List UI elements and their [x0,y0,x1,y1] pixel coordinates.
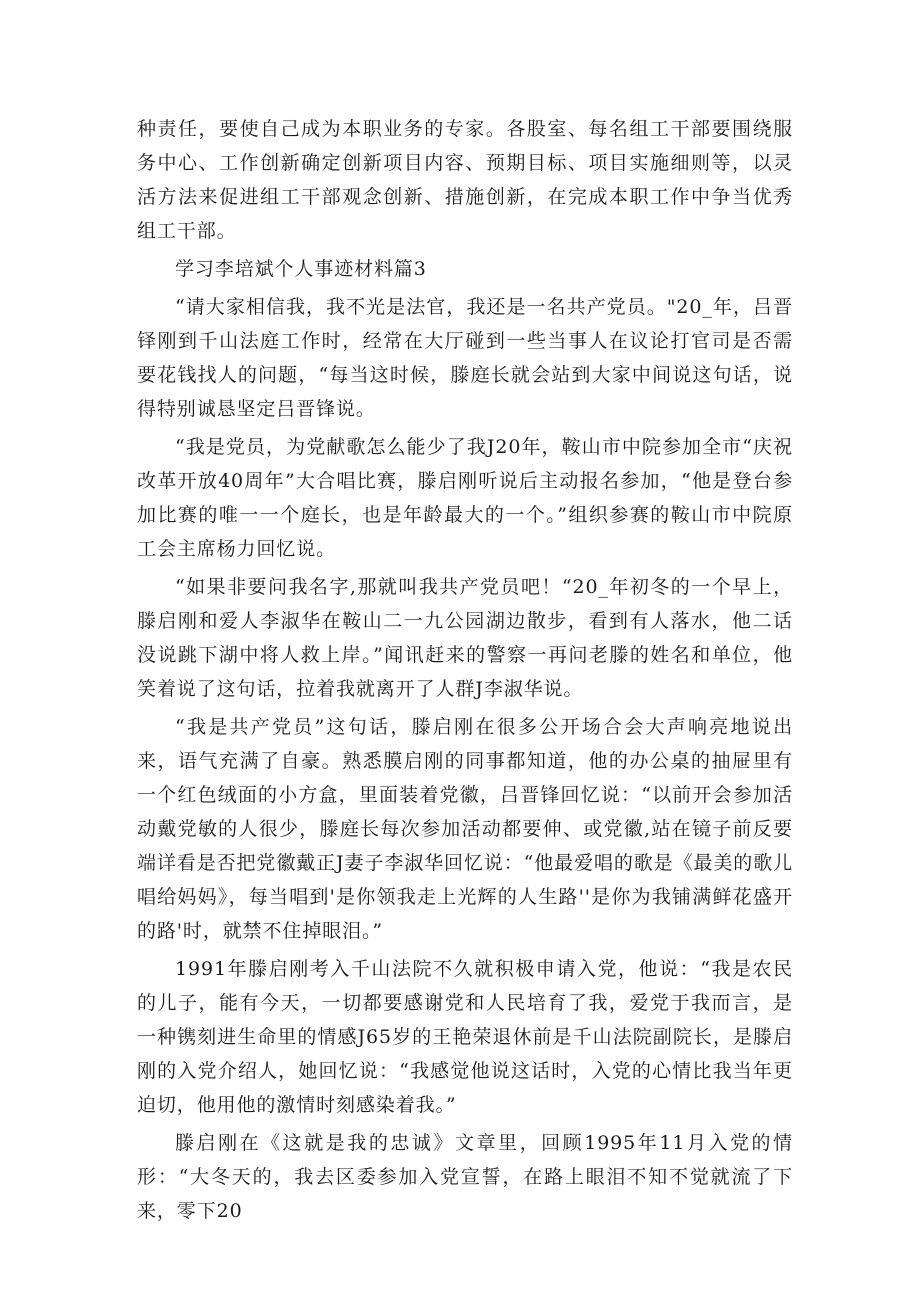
paragraph-4: “我是共产党员”这句话，滕启刚在很多公开场合会大声响亮地说出来，语气充满了自豪。熟悉膜启刚的同事都知道，他的办公桌的抽屉里有一个红色绒面的小方盒，里面装着党徽，吕晋锋回忆说：“以前开会参加活动戴党敏的人很少，滕庭长每次参加活动都要伸、或党徽,站在镜子前反要端详看是否把党徽戴正J妻子李淑华回忆说：“他最爱唱的歌是《最美的歌儿唱给妈妈》，每当唱到'是你领我走上光辉的人生路''是你为我铺满鲜花盛开的路'时，就禁不住掉眼泪。” [137,716,793,942]
paragraph-0: 种责任，要使自己成为本职业务的专家。各股室、每名组工干部要围绕服务中心、工作创新确定创新项目内容、预期目标、项目实施细则等，以灵活方法来促进组工干部观念创新、措施创新，在完成本职工作中争当优秀组工干部。 [137,118,793,242]
paragraph-5: 1991年滕启刚考入千山法院不久就积极申请入党，他说：“我是农民的儿子，能有今天，一切都要感谢党和人民培育了我，爱党于我而言，是一种镌刻进生命里的情感J65岁的王艳荣退休前是千山法院副院长，是滕启刚的入党介绍人，她回忆说：“我感觉他说这话时，入党的心情比我当年更迫切，他用他的激情时刻感染着我。” [137,958,793,1116]
paragraph-3: “如果非要问我名字,那就叫我共产党员吧！“20_年初冬的一个早上，滕启刚和爱人李淑华在鞍山二一九公园湖边散步，看到有人落水，他二话没说跳下湖中将人救上岸。”闻讯赶来的警察一再问老滕的姓名和单位，他笑着说了这句话，拉着我就离开了人群J李淑华说。 [137,576,793,700]
paragraph-1: “请大家相信我，我不光是法官，我还是一名共产党员。"20_年，吕晋铎刚到千山法庭工作时，经常在大厅碰到一些当事人在议论打官司是否需要花钱找人的问题，“每当这时候，滕庭长就会站到大家中间说这句话，说得特别诚恳坚定吕晋锋说。 [137,296,793,420]
section-heading: 学习李培斌个人事迹材料篇3 [175,258,427,280]
document-body [137,112,793,1232]
paragraph-2: “我是党员，为党献歌怎么能少了我J20年，鞍山市中院参加全市“庆祝改革开放40周年”大合唱比赛，滕启刚听说后主动报名参加，“他是登台参加比赛的唯一一个庭长，也是年龄最大的一个。”组织参赛的鞍山市中院原工会主席杨力回忆说。 [137,436,793,560]
paragraph-6: 滕启刚在《这就是我的忠诚》文章里，回顾1995年11月入党的情形：“大冬天的，我去区委参加入党宣誓，在路上眼泪不知不觉就流了下来，零下20 [137,1132,793,1222]
